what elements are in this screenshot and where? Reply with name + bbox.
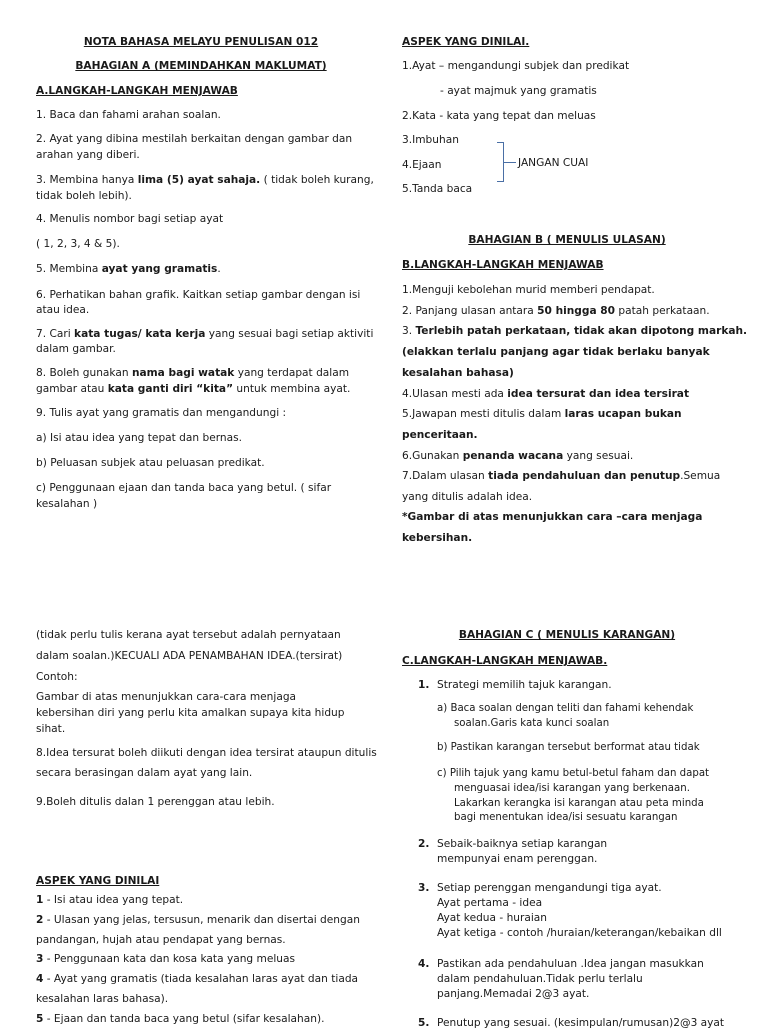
- step-6-line2: atau idea.: [36, 304, 90, 316]
- section-c-title: BAHAGIAN C ( MENULIS KARANGAN): [458, 629, 676, 641]
- step-5: 5. Membina ayat yang gramatis.: [36, 263, 221, 275]
- bracket-connector: [504, 162, 516, 163]
- b-step-5-line1: 5.Jawapan mesti ditulis dalam laras ucapan bukan: [402, 408, 682, 420]
- b-step-7-line1: 7.Dalam ulasan tiada pendahuluan dan penutup.Semua: [402, 470, 721, 482]
- c-step-2-line2: mempunyai enam perenggan.: [437, 853, 598, 865]
- doc-title: NOTA BAHASA MELAYU PENULISAN 012: [83, 36, 319, 48]
- b-note-line1: *Gambar di atas menunjukkan cara –cara menjaga: [402, 511, 703, 523]
- c-step-1a-line1: a) Baca soalan dengan teliti dan fahami kehendak: [437, 703, 694, 714]
- c-step-1: Strategi memilih tajuk karangan.: [437, 679, 612, 691]
- b-step-2: 2. Panjang ulasan antara 50 hingga 80 patah perkataan.: [402, 305, 710, 317]
- b-step-3-line1: 3. Terlebih patah perkataan, tidak akan dipotong markah.: [402, 325, 748, 337]
- aspek-3: 3.Imbuhan: [402, 134, 459, 146]
- b-step-7-line2: yang ditulis adalah idea.: [402, 491, 533, 503]
- jangan-cuai-note: JANGAN CUAI: [518, 157, 589, 169]
- c-step-3-line4: Ayat ketiga - contoh /huraian/keterangan/kebaikan dll: [437, 927, 722, 939]
- b-step-5-line2: penceritaan.: [402, 429, 478, 441]
- c-step-2-line1: Sebaik-baiknya setiap karangan: [437, 838, 608, 850]
- aspek-b-2-line1: 2 - Ulasan yang jelas, tersusun, menarik dan disertai dengan: [36, 914, 360, 926]
- b-step-6: 6.Gunakan penanda wacana yang sesuai.: [402, 450, 634, 462]
- step-4-line2: ( 1, 2, 3, 4 & 5).: [36, 238, 120, 250]
- b-note-line2: kebersihan.: [402, 532, 473, 544]
- section-a-title: BAHAGIAN A (MEMINDAHKAN MAKLUMAT): [75, 60, 327, 72]
- c-step-4-line2: dalam pendahuluan.Tidak perlu terlalu: [437, 973, 643, 985]
- c-step-1b: b) Pastikan karangan tersebut berformat atau tidak: [437, 742, 700, 753]
- example-line3: sihat.: [36, 723, 66, 735]
- b-step-3-line3: kesalahan bahasa): [402, 367, 514, 379]
- section-b-title: BAHAGIAN B ( MENULIS ULASAN): [468, 234, 666, 246]
- step-1: 1. Baca dan fahami arahan soalan.: [36, 109, 221, 121]
- c-step-4-line3: panjang.Memadai 2@3 ayat.: [437, 988, 590, 1000]
- example-line1: Gambar di atas menunjukkan cara-cara menjaga: [36, 691, 297, 703]
- example-line2: kebersihan diri yang perlu kita amalkan supaya kita hidup: [36, 707, 345, 719]
- step-3-line1: 3. Membina hanya lima (5) ayat sahaja. ( tidak boleh kurang,: [36, 174, 374, 186]
- step-9-c-line1: c) Penggunaan ejaan dan tanda baca yang betul. ( sifar: [36, 482, 332, 494]
- aspek-b-1: 1 - Isi atau idea yang tepat.: [36, 894, 184, 906]
- c-step-1a-line2: soalan.Garis kata kunci soalan: [454, 718, 610, 729]
- aspek-b-5: 5 - Ejaan dan tanda baca yang betul (sifar kesalahan).: [36, 1013, 325, 1025]
- c-step-3-line2: Ayat pertama - idea: [437, 897, 543, 909]
- aspek-heading: ASPEK YANG DINILAI.: [402, 36, 530, 48]
- step-4-line1: 4. Menulis nombor bagi setiap ayat: [36, 213, 224, 225]
- c-step-1c-line4: bagi menentukan idea/isi sesuatu karangan: [454, 812, 678, 823]
- c-step-3-line3: Ayat kedua - huraian: [437, 912, 547, 924]
- aspek-4: 4.Ejaan: [402, 159, 442, 171]
- aspek-5: 5.Tanda baca: [402, 183, 473, 195]
- aspek-b-heading: ASPEK YANG DINILAI: [36, 875, 160, 887]
- c-step-1c-line3: Lakarkan kerangka isi karangan atau peta minda: [454, 798, 704, 809]
- c-step-4-line1: Pastikan ada pendahuluan .Idea jangan masukkan: [437, 958, 704, 970]
- section-b-heading: B.LANGKAH-LANGKAH MENJAWAB: [402, 259, 604, 271]
- section-c-heading: C.LANGKAH-LANGKAH MENJAWAB.: [402, 655, 608, 667]
- c-step-1c-line2: menguasai idea/isi karangan yang berkenaan.: [454, 783, 690, 794]
- step-8-line1: 8. Boleh gunakan nama bagi watak yang terdapat dalam: [36, 367, 350, 379]
- c-num-3: 3.: [418, 882, 430, 894]
- aspek-1: 1.Ayat – mengandungi subjek dan predikat: [402, 60, 630, 72]
- b-step-3-line2: (elakkan terlalu panjang agar tidak berlaku banyak: [402, 346, 710, 358]
- c-num-4: 4.: [418, 958, 430, 970]
- c-num-1: 1.: [418, 679, 430, 691]
- section-a-heading: A.LANGKAH-LANGKAH MENJAWAB: [36, 85, 238, 97]
- step-2-line1: 2. Ayat yang dibina mestilah berkaitan dengan gambar dan: [36, 133, 353, 145]
- aspek-2: 2.Kata - kata yang tepat dan meluas: [402, 110, 596, 122]
- step-2-line2: arahan yang diberi.: [36, 149, 140, 161]
- note-line2: dalam soalan.)KECUALI ADA PENAMBAHAN IDEA.(tersirat): [36, 650, 343, 662]
- step-9b: 9.Boleh ditulis dalan 1 perenggan atau lebih.: [36, 796, 275, 808]
- c-step-1c-line1: c) Pilih tajuk yang kamu betul-betul faham dan dapat: [437, 768, 710, 779]
- step-9-a: a) Isi atau idea yang tepat dan bernas.: [36, 432, 242, 444]
- contoh-label: Contoh:: [36, 671, 78, 683]
- aspek-b-3: 3 - Penggunaan kata dan kosa kata yang meluas: [36, 953, 296, 965]
- aspek-1-sub: - ayat majmuk yang gramatis: [440, 85, 597, 97]
- note-line1: (tidak perlu tulis kerana ayat tersebut adalah pernyataan: [36, 629, 341, 641]
- c-step-3-line1: Setiap perenggan mengandungi tiga ayat.: [437, 882, 662, 894]
- step-9: 9. Tulis ayat yang gramatis dan mengandungi :: [36, 407, 287, 419]
- step-9-b: b) Peluasan subjek atau peluasan predikat.: [36, 457, 265, 469]
- b-step-4: 4.Ulasan mesti ada idea tersurat dan idea tersirat: [402, 388, 690, 400]
- aspek-b-2-line2: pandangan, hujah atau pendapat yang bernas.: [36, 934, 286, 946]
- c-num-5: 5.: [418, 1017, 430, 1029]
- b-step-1: 1.Menguji kebolehan murid memberi pendapat.: [402, 284, 655, 296]
- step-7-line2: dalam gambar.: [36, 343, 116, 355]
- aspek-b-4-line2: kesalahan laras bahasa).: [36, 993, 169, 1005]
- aspek-b-4-line1: 4 - Ayat yang gramatis (tiada kesalahan laras ayat dan tiada: [36, 973, 359, 985]
- c-step-5: Penutup yang sesuai. (kesimpulan/rumusan)2@3 ayat: [437, 1017, 725, 1029]
- step-3-line2: tidak boleh lebih).: [36, 190, 132, 202]
- bracket-shape: [497, 142, 504, 182]
- step-8-line2: gambar atau kata ganti diri “kita” untuk membina ayat.: [36, 383, 351, 395]
- step-9-c-line2: kesalahan ): [36, 498, 98, 510]
- step-8b-line1: 8.Idea tersurat boleh diikuti dengan idea tersirat ataupun ditulis: [36, 747, 377, 759]
- step-8b-line2: secara berasingan dalam ayat yang lain.: [36, 767, 253, 779]
- c-num-2: 2.: [418, 838, 430, 850]
- step-7-line1: 7. Cari kata tugas/ kata kerja yang sesuai bagi setiap aktiviti: [36, 328, 374, 340]
- step-6-line1: 6. Perhatikan bahan grafik. Kaitkan setiap gambar dengan isi: [36, 289, 361, 301]
